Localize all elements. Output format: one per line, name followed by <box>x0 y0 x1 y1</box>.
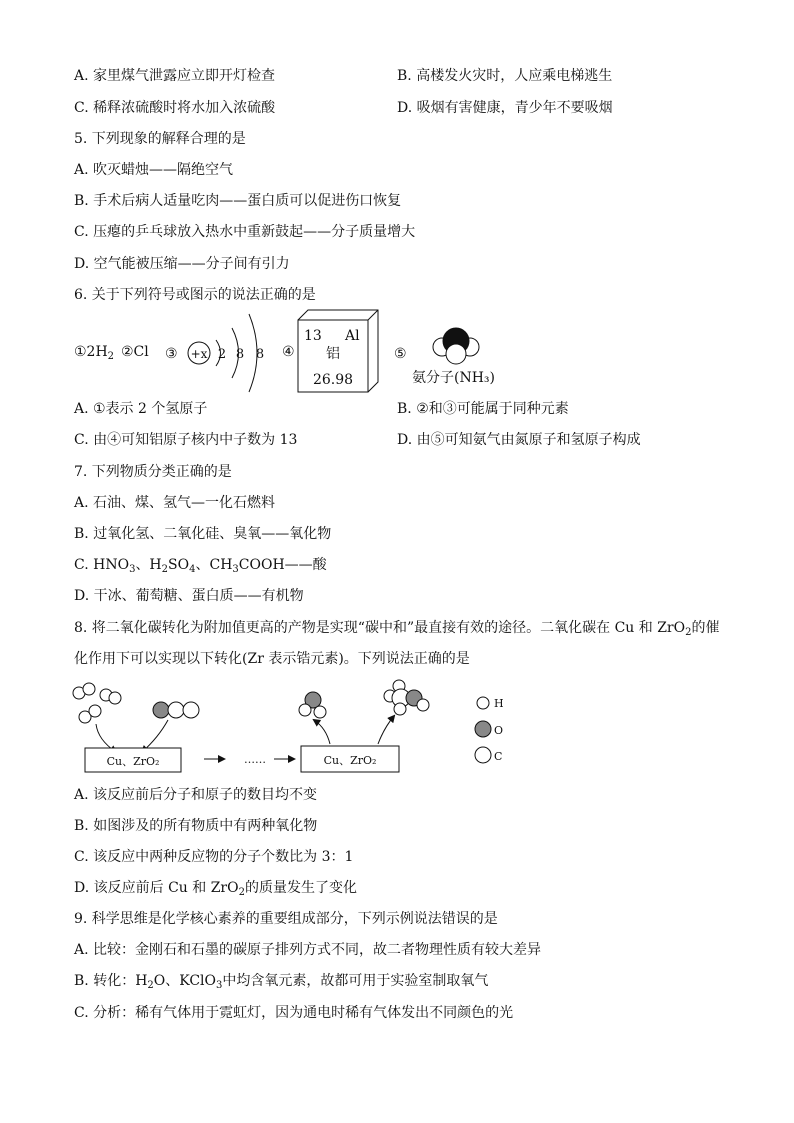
q7-stem: 7. 下列物质分类正确的是 <box>74 464 232 480</box>
co2-molecule-reactant <box>153 702 199 718</box>
q8-option-b: B. 如图涉及的所有物质中有两种氧化物 <box>74 818 318 834</box>
al-name: 铝 <box>326 346 340 362</box>
shell-2-electrons: 8 <box>235 347 245 362</box>
q7-option-b: B. 过氧化氢、二氧化硅、臭氧——氧化物 <box>74 526 332 542</box>
q6-aluminum-element-cell <box>282 308 384 394</box>
al-atomic-mass: 26.98 <box>312 372 354 388</box>
q7-option-c: C. $HNO_3$、$H_2SO_4$、$CH_3COOH——$酸 <box>74 557 327 575</box>
legend-carbon-label: C <box>494 750 503 763</box>
nh3-caption: 氨分子(NH₃) <box>412 370 495 386</box>
q6-item-5-label: ⑤ <box>394 346 407 362</box>
legend-hydrogen-swatch <box>477 697 489 709</box>
q6-stem: 6. 关于下列符号或图示的说法正确的是 <box>74 287 316 303</box>
q9-option-b: B. 转化：$H_2O$、KClO$_3$中均含氧元素，故都可用于实验室制取氧气 <box>74 973 489 991</box>
q6-option-a: A. ①表示 2 个氢原子 <box>74 401 208 417</box>
q6-option-c: C. 由④可知铝原子核内中子数为 13 <box>74 432 298 448</box>
q6-item-3-label: ③ <box>165 346 178 362</box>
hydrogen-atom-front <box>446 344 466 364</box>
q4-option-b: B. 高楼发火灾时，人应乘电梯逃生 <box>397 68 613 84</box>
catalyst-label-2: Cu、ZrO₂ <box>323 754 377 767</box>
q6-option-d: D. 由⑤可知氨气由氮原子和氢原子构成 <box>397 432 641 448</box>
legend-hydrogen-label: H <box>494 697 504 710</box>
water-molecule-product <box>299 692 326 718</box>
q8-option-a: A. 该反应前后分子和原子的数目均不变 <box>74 787 318 803</box>
q6-option-b: B. ②和③可能属于同种元素 <box>397 401 569 417</box>
q6-item-2: ②Cl <box>121 344 149 360</box>
legend-carbon-swatch <box>475 747 491 763</box>
q8-option-d: D. 该反应前后 Cu 和 ZrO$_2$的质量发生了变化 <box>74 880 357 898</box>
q4-option-d: D. 吸烟有害健康，青少年不要吸烟 <box>397 100 613 116</box>
atom-legend <box>475 697 504 763</box>
q8-option-c: C. 该反应中两种反应物的分子个数比为 3：1 <box>74 849 354 865</box>
legend-oxygen-swatch <box>475 721 491 737</box>
al-symbol: Al <box>345 328 360 344</box>
q5-option-d: D. 空气能被压缩——分子间有引力 <box>74 256 290 272</box>
shell-1-electrons: 2 <box>217 347 227 362</box>
q5-option-a: A. 吹灭蜡烛——隔绝空气 <box>74 162 234 178</box>
q7-option-a: A. 石油、煤、氢气—一化石燃料 <box>74 495 276 511</box>
q6-item-4-label: ④ <box>282 344 295 360</box>
q9-stem: 9. 科学思维是化学核心素养的重要组成部分，下列示例说法错误的是 <box>74 911 498 927</box>
q5-stem: 5. 下列现象的解释合理的是 <box>74 131 246 147</box>
catalyst-label-1: Cu、ZrO₂ <box>106 755 160 768</box>
q4-option-c: C. 稀释浓硫酸时将水加入浓硫酸 <box>74 100 276 116</box>
q9-option-c: C. 分析：稀有气体用于霓虹灯，因为通电时稀有气体发出不同颜色的光 <box>74 1005 514 1021</box>
q7-option-d: D. 干冰、葡萄糖、蛋白质——有机物 <box>74 588 304 604</box>
q6-item-1: $①2H_2$ <box>74 344 115 362</box>
q4-option-a: A. 家里煤气泄露应立即开灯检查 <box>74 68 276 84</box>
nucleus-charge: +x <box>190 347 208 361</box>
q8-stem-line-2: 化作用下可以实现以下转化(Zr 表示锆元素)。下列说法正确的是 <box>74 651 470 667</box>
methanol-molecule-product <box>384 680 429 715</box>
q6-ammonia-molecule-diagram <box>394 322 514 388</box>
q8-reaction-diagram <box>68 676 528 776</box>
q9-option-a: A. 比较：金刚石和石墨的碳原子排列方式不同，故二者物理性质有较大差异 <box>74 942 542 958</box>
shell-3-electrons: 8 <box>255 347 265 362</box>
al-atomic-number: 13 <box>304 328 322 344</box>
hydrogen-molecules-reactant <box>73 683 121 723</box>
q5-option-b: B. 手术后病人适量吃肉——蛋白质可以促进伤口恢复 <box>74 193 402 209</box>
q5-option-c: C. 压瘪的乒乓球放入热水中重新鼓起——分子质量增大 <box>74 224 416 240</box>
legend-oxygen-label: O <box>494 724 504 737</box>
q6-atom-structure-diagram <box>165 310 275 396</box>
q8-stem-line-1: 8. 将二氧化碳转化为附加值更高的产物是实现“碳中和”最直接有效的途径。二氧化碳在 Cu 和 ZrO$_2$的催 <box>74 620 720 638</box>
intermediate-steps-ellipsis: …… <box>244 753 266 766</box>
